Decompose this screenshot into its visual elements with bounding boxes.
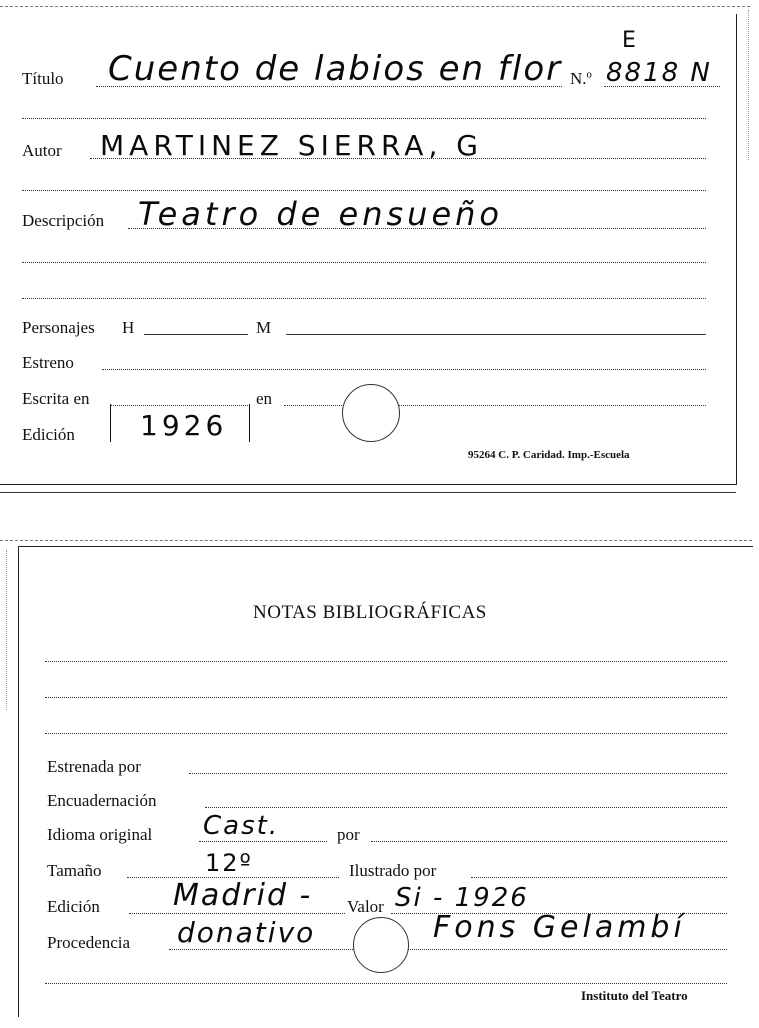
descripcion-value: Teatro de ensueño xyxy=(138,195,503,233)
escrita-label: Escrita en xyxy=(22,389,90,408)
punch-hole-back xyxy=(353,917,409,973)
tamano-value: 12º xyxy=(205,849,253,877)
procedencia-label: Procedencia xyxy=(47,933,131,952)
numero-note: E xyxy=(622,28,638,53)
ilustrado-line xyxy=(471,877,727,878)
punch-hole-front xyxy=(342,384,400,442)
por-label: por xyxy=(337,825,360,844)
footer-line xyxy=(45,983,727,984)
ilustrado-label: Ilustrado por xyxy=(349,861,437,880)
estreno-line xyxy=(102,369,706,370)
catalog-card-back xyxy=(18,546,753,1017)
encuadernacion-label: Encuadernación xyxy=(47,791,157,810)
valor-value: Si - 1926 xyxy=(395,883,529,913)
autor-value: MARTINEZ SIERRA, G xyxy=(100,129,483,162)
escrita-en2-label: en xyxy=(256,389,273,408)
scan-edge-top xyxy=(0,6,750,7)
por-line xyxy=(371,841,727,842)
edicion-back-label: Edición xyxy=(47,897,100,916)
idioma-line xyxy=(199,841,327,842)
idioma-value: Cast. xyxy=(203,811,280,841)
notas-line-1 xyxy=(45,661,727,662)
valor-label: Valor xyxy=(347,897,384,916)
catalog-card-front xyxy=(0,14,737,485)
notas-line-3 xyxy=(45,733,727,734)
estrenada-line xyxy=(189,773,727,774)
edicion-value: 1926 xyxy=(140,409,228,442)
estrenada-label: Estrenada por xyxy=(47,757,141,776)
tamano-label: Tamaño xyxy=(47,861,102,880)
descripcion-label: Descripción xyxy=(22,211,105,230)
footer-text: Instituto del Teatro xyxy=(581,988,688,1003)
descripcion-line-2 xyxy=(22,262,706,263)
procedencia-line xyxy=(169,949,727,950)
encuadernacion-line xyxy=(205,807,727,808)
personajes-label: Personajes xyxy=(22,318,95,337)
autor-line-2 xyxy=(22,190,706,191)
titulo-value: Cuento de labios en flor xyxy=(108,49,563,89)
edicion-back-line xyxy=(129,913,345,914)
edicion-label: Edición xyxy=(22,425,75,444)
estreno-label: Estreno xyxy=(22,353,74,372)
titulo-label: Título xyxy=(22,69,64,88)
procedencia-value: donativo xyxy=(177,916,316,949)
descripcion-line-3 xyxy=(22,298,706,299)
notas-line-2 xyxy=(45,697,727,698)
procedencia-value-2: Fons Gelambí xyxy=(433,910,686,945)
scan-edge-left xyxy=(6,550,7,710)
scan-edge-middle-bottom xyxy=(0,540,752,541)
edicion-back-value: Madrid - xyxy=(173,878,313,913)
notas-heading: NOTAS BIBLIOGRÁFICAS xyxy=(253,602,487,623)
personajes-m-label: M xyxy=(256,318,272,337)
imprint-text: 95264 C. P. Caridad. Imp.-Escuela xyxy=(468,449,630,461)
personajes-h-label: H xyxy=(122,318,135,337)
autor-label: Autor xyxy=(22,141,62,160)
numero-value: 8818 N xyxy=(606,58,712,88)
personajes-h-line xyxy=(144,334,248,335)
titulo-line-2 xyxy=(22,118,706,119)
numero-label: N.º xyxy=(570,69,592,88)
personajes-m-line xyxy=(286,334,706,335)
idioma-label: Idioma original xyxy=(47,825,153,844)
scan-edge-middle-top xyxy=(0,492,736,493)
scan-edge-right xyxy=(748,10,749,160)
